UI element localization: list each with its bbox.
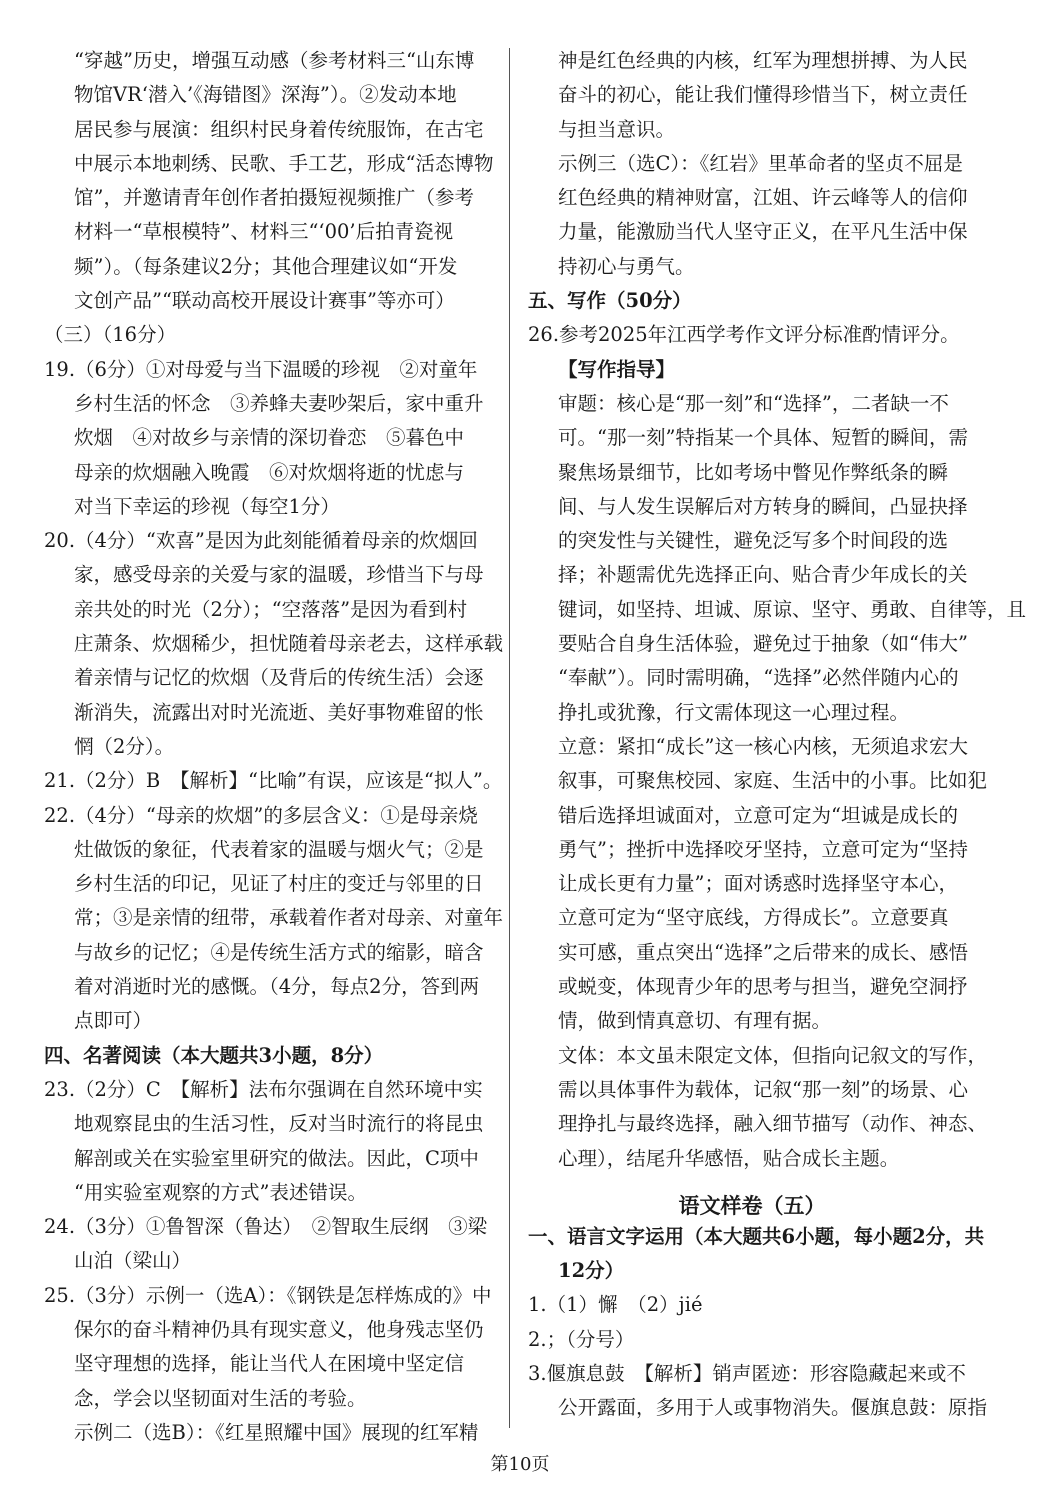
text-line: 乡村生活的怀念 ③养蜂夫妻吵架后，家中重升	[74, 391, 484, 415]
text-line: 19.（6分）①对母爱与当下温暖的珍视 ②对童年	[44, 357, 478, 381]
text-line: 乡村生活的印记，见证了村庄的变迁与邻里的日	[74, 872, 484, 896]
text-line: 错后选择坦诚面对，立意可定为“坦诚是成长的	[558, 803, 958, 827]
text-line: （三）（16分）	[44, 323, 177, 347]
text-line: “用实验室观察的方式”表述错误。	[74, 1180, 367, 1204]
text-line: 家，感受母亲的关爱与家的温暖，珍惜当下与母	[74, 563, 484, 587]
text-line: 24.（3分）①鲁智深（鲁达） ②智取生辰纲 ③梁	[44, 1215, 488, 1239]
text-line: 物馆VR‘潜入’《海错图》深海”）。②发动本地	[74, 83, 457, 107]
right-column	[528, 44, 1027, 1426]
text-line: 示例二（选B）：《红星照耀中国》展现的红军精	[74, 1420, 479, 1444]
text-line: 与担当意识。	[558, 117, 676, 141]
text-line: 四、名著阅读（本大题共3小题，8分）	[44, 1043, 384, 1067]
text-line: 念，学会以坚韧面对生活的考验。	[74, 1386, 367, 1410]
text-line: 五、写作（50分）	[528, 289, 692, 313]
text-line: 公开露面，多用于人或事物消失。偃旗息鼓：原指	[558, 1396, 988, 1420]
text-line: 25.（3分）示例一（选A）：《钢铁是怎样炼成的》中	[44, 1283, 492, 1307]
text-line: 庄萧条、炊烟稀少，担忧随着母亲老去，这样承载	[74, 632, 504, 656]
text-line: 审题：核心是“那一刻”和“选择”，二者缺一不	[558, 391, 949, 415]
text-line: 22.（4分）“母亲的炊烟”的多层含义：①是母亲烧	[44, 803, 478, 827]
text-line: 山泊（梁山）	[74, 1249, 192, 1273]
text-line: 材料一“草根模特”、材料三“‘00’后拍青瓷视	[74, 220, 454, 244]
text-line: 12分）	[558, 1259, 625, 1283]
text-line: 3.偃旗息鼓 【解析】销声匿迹：形容隐藏起来或不	[528, 1361, 966, 1385]
column-divider	[509, 48, 510, 1428]
text-line: 对当下幸运的珍视（每空1分）	[74, 494, 340, 518]
text-line: 居民参与展演：组织村民身着传统服饰，在古宅	[74, 117, 484, 141]
text-line: 一、语言文字运用（本大题共6小题，每小题2分，共	[528, 1224, 985, 1248]
text-line: 亲共处的时光（2分）；“空落落”是因为看到村	[74, 597, 468, 621]
text-line: 26.参考2025年江西学考作文评分标准酌情评分。	[528, 323, 960, 347]
text-line: 叙事，可聚焦校园、家庭、生活中的小事。比如犯	[558, 769, 988, 793]
text-line: 可。“那一刻”特指某一个具体、短暂的瞬间，需	[558, 426, 968, 450]
text-line: 着对消逝时光的感慨。（4分，每点2分，答到两	[74, 975, 480, 999]
left-column	[44, 44, 504, 1450]
text-line: 挣扎或犹豫，行文需体现这一心理过程。	[558, 700, 910, 724]
page-footer: 第10页	[490, 1454, 550, 1475]
text-line: 点即可）	[74, 1009, 153, 1033]
text-line: 立意：紧扣“成长”这一核心内核，无须追求宏大	[558, 734, 968, 758]
text-line: 心理），结尾升华感悟，贴合成长主题。	[558, 1146, 900, 1170]
right-column-lower	[528, 1220, 988, 1426]
text-line: 持初心与勇气。	[558, 254, 695, 278]
text-line: 渐消失，流露出对时光流逝、美好事物难留的怅	[74, 700, 484, 724]
text-line: 的突发性与关键性，避免泛写多个时间段的选	[558, 529, 949, 553]
text-line: 坚守理想的选择，能让当代人在困境中坚定信	[74, 1352, 465, 1376]
text-line: 要贴合自身生活体验，避免过于抽象（如“伟大”	[558, 632, 968, 656]
text-line: 炊烟 ④对故乡与亲情的深切眷恋 ⑤暮色中	[74, 426, 465, 450]
text-line: 奋斗的初心，能让我们懂得珍惜当下，树立责任	[558, 83, 968, 107]
text-line: 或蜕变，体现青少年的思考与担当，避免空洞抒	[558, 975, 968, 999]
text-line: 着亲情与记忆的炊烟（及背后的传统生活）会逐	[74, 666, 484, 690]
text-line: 23.（2分）C 【解析】法布尔强调在自然环境中实	[44, 1077, 483, 1101]
text-line: 力量，能激励当代人坚守正义，在平凡生活中保	[558, 220, 968, 244]
text-line: “奉献”）。同时需明确，“选择”必然伴随内心的	[558, 666, 959, 690]
text-line: 情，做到情真意切、有理有据。	[558, 1009, 832, 1033]
text-line: 保尔的奋斗精神仍具有现实意义，他身残志坚仍	[74, 1317, 484, 1341]
text-line: 神是红色经典的内核，红军为理想拼搏、为人民	[558, 49, 968, 72]
text-line: “穿越”历史，增强互动感（参考材料三“山东博	[74, 49, 475, 72]
text-line: 需以具体事件为载体，记叙“那一刻”的场景、心	[558, 1077, 968, 1101]
text-line: 中展示本地刺绣、民歌、手工艺，形成“活态博物	[74, 151, 494, 175]
text-line: 频”）。（每条建议2分；其他合理建议如“开发	[74, 254, 458, 278]
text-line: 立意可定为“坚守底线，方得成长”。立意要真	[558, 906, 949, 930]
text-line: 文体：本文虽未限定文体，但指向记叙文的写作，	[558, 1043, 988, 1067]
text-line: 地观察昆虫的生活习性，反对当时流行的将昆虫	[74, 1112, 484, 1136]
text-line: 灶做饭的象征，代表着家的温暖与烟火气；②是	[74, 837, 484, 861]
text-line: 惘（2分）。	[74, 734, 175, 758]
text-line: 2.；（分号）	[528, 1327, 635, 1351]
text-line: 21.（2分）B 【解析】“比喻”有误，应该是“拟人”。	[44, 769, 503, 793]
text-line: 聚焦场景细节，比如考场中瞥见作弊纸条的瞬	[558, 460, 949, 484]
text-line: 解剖或关在实验室里研究的做法。因此，C项中	[74, 1146, 479, 1170]
text-line: 1.（1）懈 （2）jié	[528, 1293, 703, 1317]
text-line: 勇气”；挫折中选择咬牙坚持，立意可定为“坚持	[558, 837, 968, 861]
text-line: 文创产品”“联动高校开展设计赛事”等亦可）	[74, 289, 455, 313]
text-line: 【写作指导】	[558, 357, 676, 381]
text-line: 馆”，并邀请青年创作者拍摄短视频推广（参考	[74, 186, 474, 210]
text-line: 母亲的炊烟融入晚霞 ⑥对炊烟将逝的忧虑与	[74, 460, 465, 484]
text-line: 择；补题需优先选择正向、贴合青少年成长的关	[558, 563, 968, 587]
text-line: 示例三（选C）：《红岩》里革命者的坚贞不屈是	[558, 151, 963, 175]
text-line: 实可感，重点突出“选择”之后带来的成长、感悟	[558, 940, 968, 964]
text-line: 常；③是亲情的纽带，承载着作者对母亲、对童年	[74, 906, 504, 930]
text-line: 理挣扎与最终选择，融入细节描写（动作、神态、	[558, 1112, 988, 1136]
right-column-upper	[528, 44, 1027, 1176]
text-line: 20.（4分）“欢喜”是因为此刻能循着母亲的炊烟回	[44, 529, 478, 553]
text-line: 红色经典的精神财富，江姐、许云峰等人的信仰	[558, 186, 968, 210]
text-line: 键词，如坚持、坦诚、原谅、坚守、勇敢、自律等，且	[558, 597, 1027, 621]
text-line: 与故乡的记忆；④是传统生活方式的缩影，暗含	[74, 940, 484, 964]
text-line: 间、与人发生误解后对方转身的瞬间，凸显抉择	[558, 494, 968, 518]
text-line: 让成长更有力量”；面对诱惑时选择坚守本心，	[558, 872, 958, 896]
section-title: 语文样卷（五）	[678, 1192, 826, 1218]
